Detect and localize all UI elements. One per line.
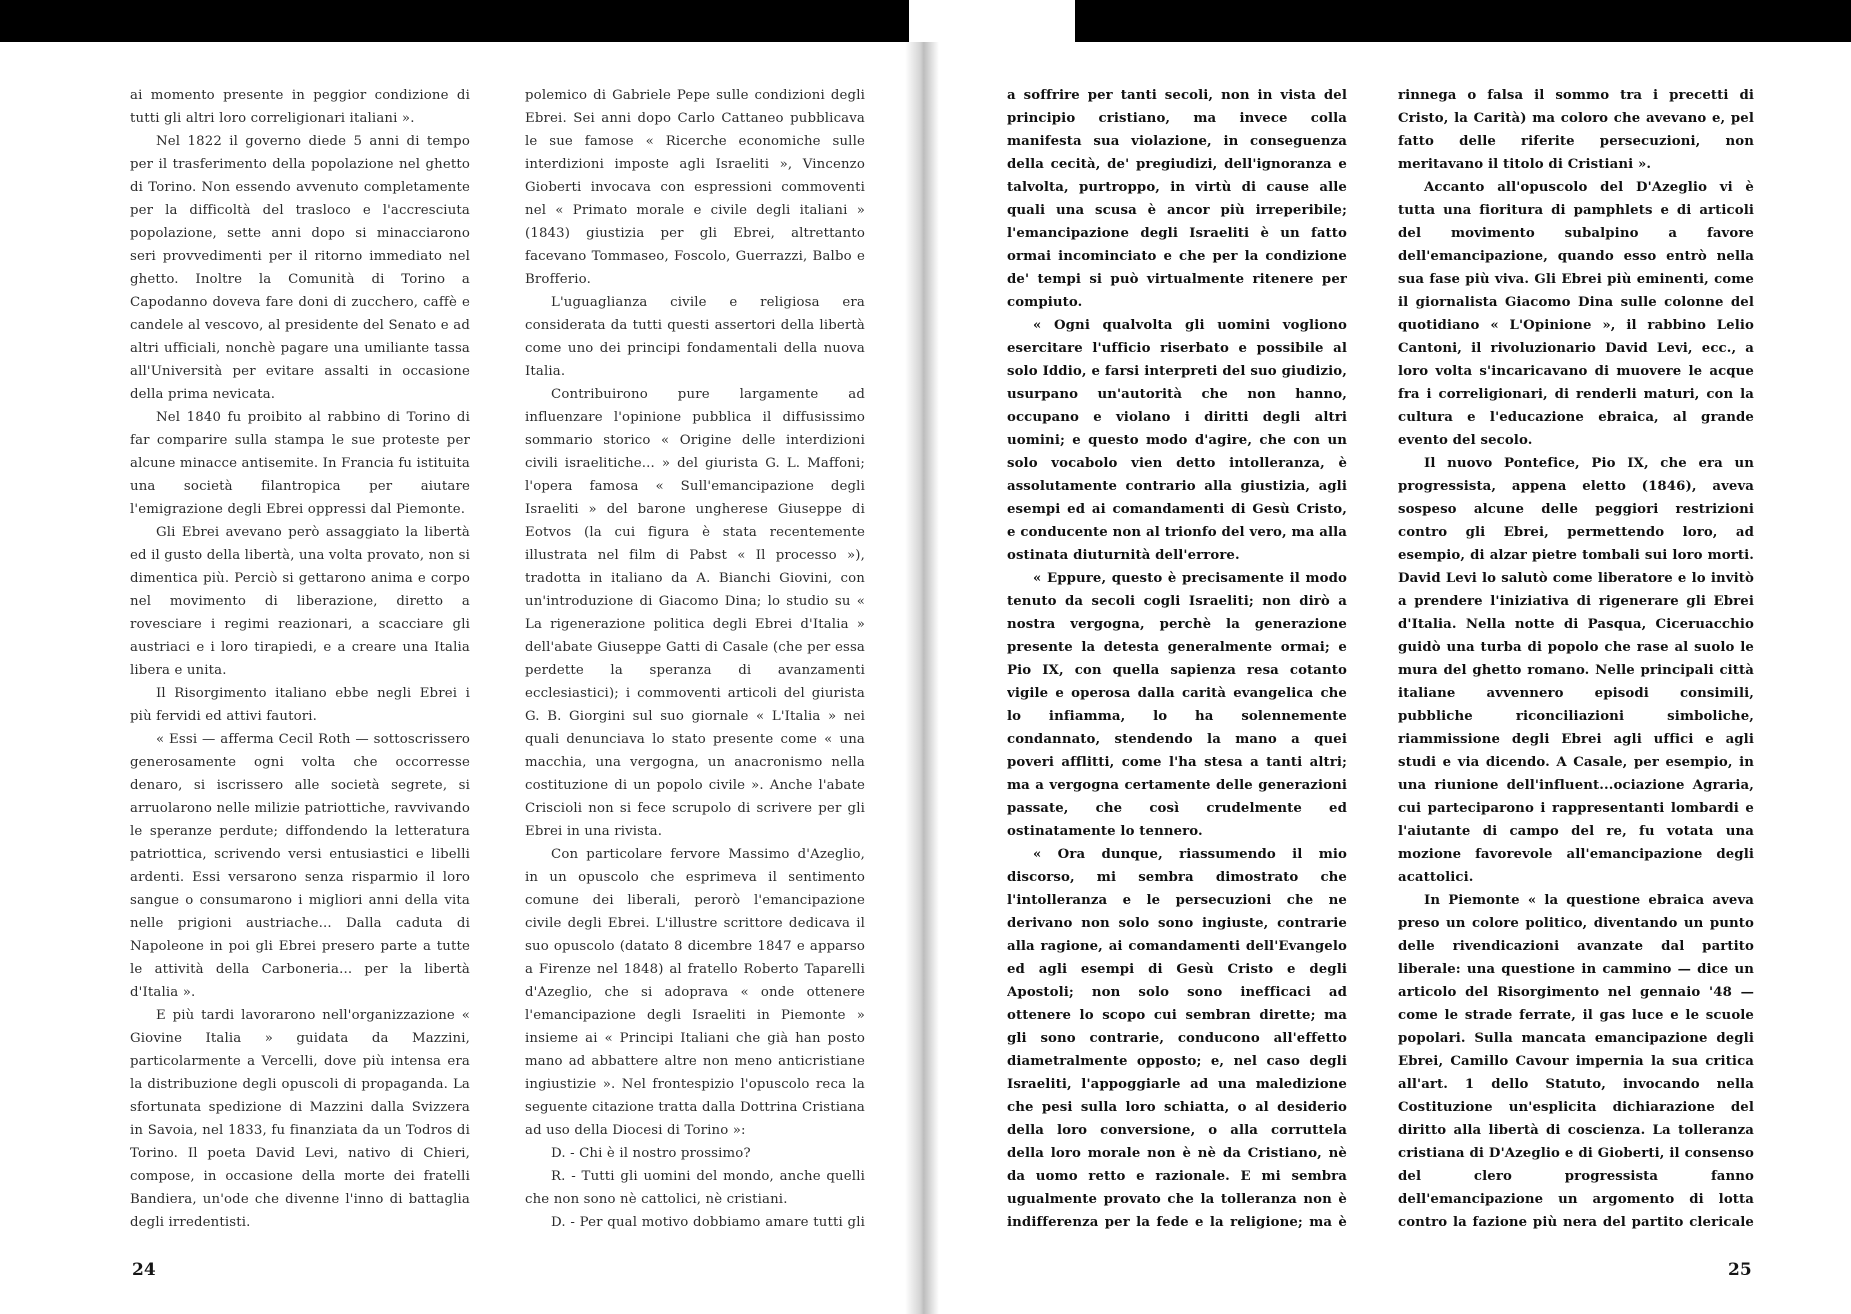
right-page-column-2 [1398, 84, 1754, 1234]
right-page-column-1 [1007, 84, 1347, 1234]
paragraph: « Essi — afferma Cecil Roth — sottoscrissero generosamente ogni volta che occorresse denaro, si iscrissero alle società segrete, si arruolarono nelle milizie patriottiche, ravvivando le speranze perdute; diffondendo la letteratura patriottica, scrivendo versi entusiastici e libelli ardenti. Essi versarono senza risparmio il loro sangue o consumarono i migliori anni della vita nelle prigioni austriache... Dalla caduta di Napoleone in poi gli Ebrei presero parte a tutte le attività della Carboneria... per la libertà d'Italia ». [130, 732, 470, 1000]
catechism-question: D. - Chi è il nostro prossimo? [551, 1146, 751, 1161]
paragraph: rinnega o falsa il sommo tra i precetti di Cristo, la Carità) ma coloro che avevano e, pel fatto delle riferite persecuzioni, non meritavano il titolo di Cristiani ». [1398, 88, 1754, 172]
paragraph: « Ogni qualvolta gli uomini vogliono esercitare l'ufficio riserbato e possibile al solo Iddio, e farsi interpreti del suo giudizio, usurpano un'autorità che non hanno, occupano e violano i diritti degli altri uomini; e questo modo d'agire, che con un solo vocabolo vien detto intolleranza, è assolutamente contrario alla giustizia, agli esempi ed ai comandamenti di Gesù Cristo, e conducente non al trionfo del vero, ma alla ostinata diuturnità dell'errore. [1007, 318, 1347, 563]
paragraph: Accanto all'opuscolo del D'Azeglio vi è tutta una fioritura di pamphlets e di articoli del movimento subalpino a favore dell'emancipazione, quando esso entrò nella sua fase più viva. Gli Ebrei più eminenti, come il giornalista Giacomo Dina sulle colonne del quotidiano « L'Opinione », il rabbino Lelio Cantoni, il rivoluzionario David Levi, ecc., a loro volta s'incaricavano di muovere le acque fra i correligionari, di renderli maturi, con la cultura e l'educazione ebraica, al grande evento del secolo. [1398, 180, 1754, 448]
paragraph: « Ora dunque, riassumendo il mio discorso, mi sembra dimostrato che l'intolleranza e le persecuzioni che ne derivano non solo sono ingiuste, contrarie alla ragione, ai comandamenti dell'Evangelo ed agli esempi di Gesù Cristo e degli Apostoli; non solo sono inefficaci ad ottenere lo scopo cui sembran dirette; ma gli sono contrarie, conducono all'effetto diametralmente opposto; e, nel caso degli Israeliti, l'appoggiarle ad una maledizione che pesi sulla loro schiatta, o al desiderio della loro conversione, o alla corruttela della loro morale non è nè da Cristiano, nè da uomo retto e razionale. E mi sembra ugualmente provato che la tolleranza non è indifferenza per la fede e la religione; ma è [1007, 847, 1347, 1230]
page-number-right: 25 [1728, 1260, 1752, 1280]
paragraph: Nel 1840 fu proibito al rabbino di Torino di far comparire sulla stampa le sue proteste per alcune minacce antisemite. In Francia fu istituita una società filantropica per aiutare l'emigrazione degli Ebrei oppressi dal Piemonte. [130, 410, 470, 517]
paragraph: Nel 1822 il governo diede 5 anni di tempo per il trasferimento della popolazione nel ghetto di Torino. Non essendo avvenuto completamente per la difficoltà del trasloco e l'accresciuta popolazione, sette anni dopo si minacciarono seri provvedimenti per il ritorno immediato nel ghetto. Inoltre la Comunità di Torino a Capodanno doveva fare doni di zucchero, caffè e candele al vescovo, al presidente del Senato e ad altri ufficiali, nonchè pagare una umiliante tassa all'Università per evitare assalti in occasione della prima nevicata. [130, 134, 470, 402]
paragraph: Gli Ebrei avevano però assaggiato la libertà ed il gusto della libertà, una volta provato, non si dimentica più. Perciò si gettarono anima e corpo nel movimento di liberazione, diretto a rovesciare i regimi reazionari, a scacciare gli austriaci e i loro tirapiedi, e a creare una Italia libera e unita. [130, 525, 470, 678]
catechism-question: D. - Per qual motivo dobbiamo amare tutti gli [551, 1215, 865, 1230]
paragraph: « Eppure, questo è precisamente il modo tenuto da secoli cogli Israeliti; non dirò a nostra vergogna, perchè la generazione presente la detesta generalmente ormai; e Pio IX, con quella sapienza resa cotanto vigile e operosa dalla carità evangelica che lo infiamma, lo ha solennemente condannato, stendendo la mano a quei poveri afflitti, come l'ha stesa a tanti altri; ma a vergogna certamente delle generazioni passate, che così crudelmente ed ostinatamente lo tennero. [1007, 571, 1347, 839]
paragraph: E più tardi lavorarono nell'organizzazione « Giovine Italia » guidata da Mazzini, particolarmente a Vercelli, dove più intensa era la distribuzione degli opuscoli di propaganda. La sfortunata spedizione di Mazzini dalla Svizzera in Savoia, nel 1833, fu finanziata da un Todros di Torino. Il poeta David Levi, nativo di Chieri, compose, in occasione della morte dei fratelli Bandiera, un'ode che divenne l'inno di battaglia degli irredentisti. [130, 1008, 470, 1230]
paragraph: Il nuovo Pontefice, Pio IX, che era un progressista, appena eletto (1846), aveva sospeso alcune delle peggiori restrizioni contro gli Ebrei, permettendo loro, ad esempio, di alzar pietre tombali sui loro morti. David Levi lo salutò come liberatore e lo invitò a prendere l'iniziativa di rigenerare gli Ebrei d'Italia. Nella notte di Pasqua, Ciceruacchio guidò una turba di popolo che rase al suolo le mura del ghetto romano. Nelle principali città italiane avvennero episodi consimili, pubbliche riconciliazioni simboliche, riammissione degli Ebrei agli uffici e agli studi e via dicendo. A Casale, per esempio, in una riunione dell'influent...ociazione Agraria, cui parteciparono i rappresentanti lombardi e l'aiutante di campo del re, fu votata una mozione favorevole all'emancipazione degli acattolici. [1398, 456, 1754, 885]
top-black-band-left [0, 0, 909, 42]
paragraph: In Piemonte « la questione ebraica aveva preso un colore politico, diventando un punto delle rivendicazioni avanzate dal partito liberale: una questione in cammino — dice un articolo del Risorgimento nel gennaio '48 — come le strade ferrate, il gas luce e le scuole popolari. Sulla mancata emancipazione degli Ebrei, Camillo Cavour impernia la sua critica all'art. 1 dello Statuto, invocando nella Costituzione un'esplicita dichiarazione del diritto alla libertà di coscienza. La tolleranza cristiana di D'Azeglio e di Gioberti, il consenso del clero progressista fanno dell'emancipazione un argomento di lotta contro la fazione più nera del partito clericale [1398, 893, 1754, 1230]
paragraph: L'uguaglianza civile e religiosa era considerata da tutti questi assertori della libertà come uno dei principi fondamentali della nuova Italia. [525, 295, 865, 379]
book-gutter [905, 42, 939, 1314]
paragraph: ai momento presente in peggior condizione di tutti gli altri loro correligionari italiani ». [130, 88, 470, 126]
paragraph: polemico di Gabriele Pepe sulle condizioni degli Ebrei. Sei anni dopo Carlo Cattaneo pubblicava le sue famose « Ricerche economiche sulle interdizioni imposte agli Israeliti », Vincenzo Gioberti invocava con espressioni commoventi nel « Primato morale e civile degli italiani » (1843) giustizia per gli Ebrei, altrettanto facevano Tommaseo, Foscolo, Guerrazzi, Balbo e Brofferio. [525, 88, 865, 287]
paragraph: Il Risorgimento italiano ebbe negli Ebrei i più fervidi ed attivi fautori. [130, 686, 470, 724]
left-page-column-2 [525, 84, 865, 1234]
left-page-column-1 [130, 84, 470, 1234]
paragraph: Contribuirono pure largamente ad influenzare l'opinione pubblica il diffusissimo sommario storico « Origine delle interdizioni civili israelitiche... » del giurista G. L. Maffoni; l'opera famosa « Sull'emancipazione degli Israeliti » del barone ungherese Giuseppe di Eotvos (la cui figura è stata recentemente illustrata nel film di Pabst « Il processo »), tradotta in italiano da A. Bianchi Giovini, con un'introduzione di Giacomo Dina; lo studio su « La rigenerazione politica degli Ebrei d'Italia » dell'abate Giuseppe Gatti di Casale (che per essa perdette la speranza di avanzamenti ecclesiastici); i commoventi articoli del giurista G. B. Giorgini sul suo giornale « L'Italia » nei quali denunciava lo stato presente come « una macchia, una vergogna, un anacronismo nella costituzione di un popolo civile ». Anche l'abate Criscioli non si fece scrupolo di scrivere per gli Ebrei in una rivista. [525, 387, 865, 839]
page-number-left: 24 [132, 1260, 156, 1280]
paragraph: Con particolare fervore Massimo d'Azeglio, in un opuscolo che esprimeva il sentimento comune dei liberali, perorò l'emancipazione civile degli Ebrei. L'illustre scrittore dedicava il suo opuscolo (datato 8 dicembre 1847 e apparso a Firenze nel 1848) al fratello Roberto Taparelli d'Azeglio, che si adoprava « onde ottenere l'emancipazione degli Israeliti in Piemonte » insieme ai « Principi Italiani che già han posto mano ad abbattere altre non meno anticristiane ingiustizie ». Nel frontespizio l'opuscolo reca la seguente citazione tratta dalla Dottrina Cristiana ad uso della Diocesi di Torino »: [525, 847, 865, 1138]
top-black-band-right [1075, 0, 1851, 42]
paragraph: a soffrire per tanti secoli, non in vista del principio cristiano, ma invece colla manifesta sua violazione, in conseguenza della cecità, de' pregiudizi, dell'ignoranza e talvolta, purtroppo, in virtù di cause alle quali una scusa è ancor più irreperibile; l'emancipazione degli Israeliti è un fatto ormai incominciato e che per la condizione de' tempi si può virtualmente ritenere per compiuto. [1007, 88, 1347, 310]
catechism-answer: R. - Tutti gli uomini del mondo, anche quelli che non sono nè cattolici, nè cristiani. [525, 1169, 865, 1207]
